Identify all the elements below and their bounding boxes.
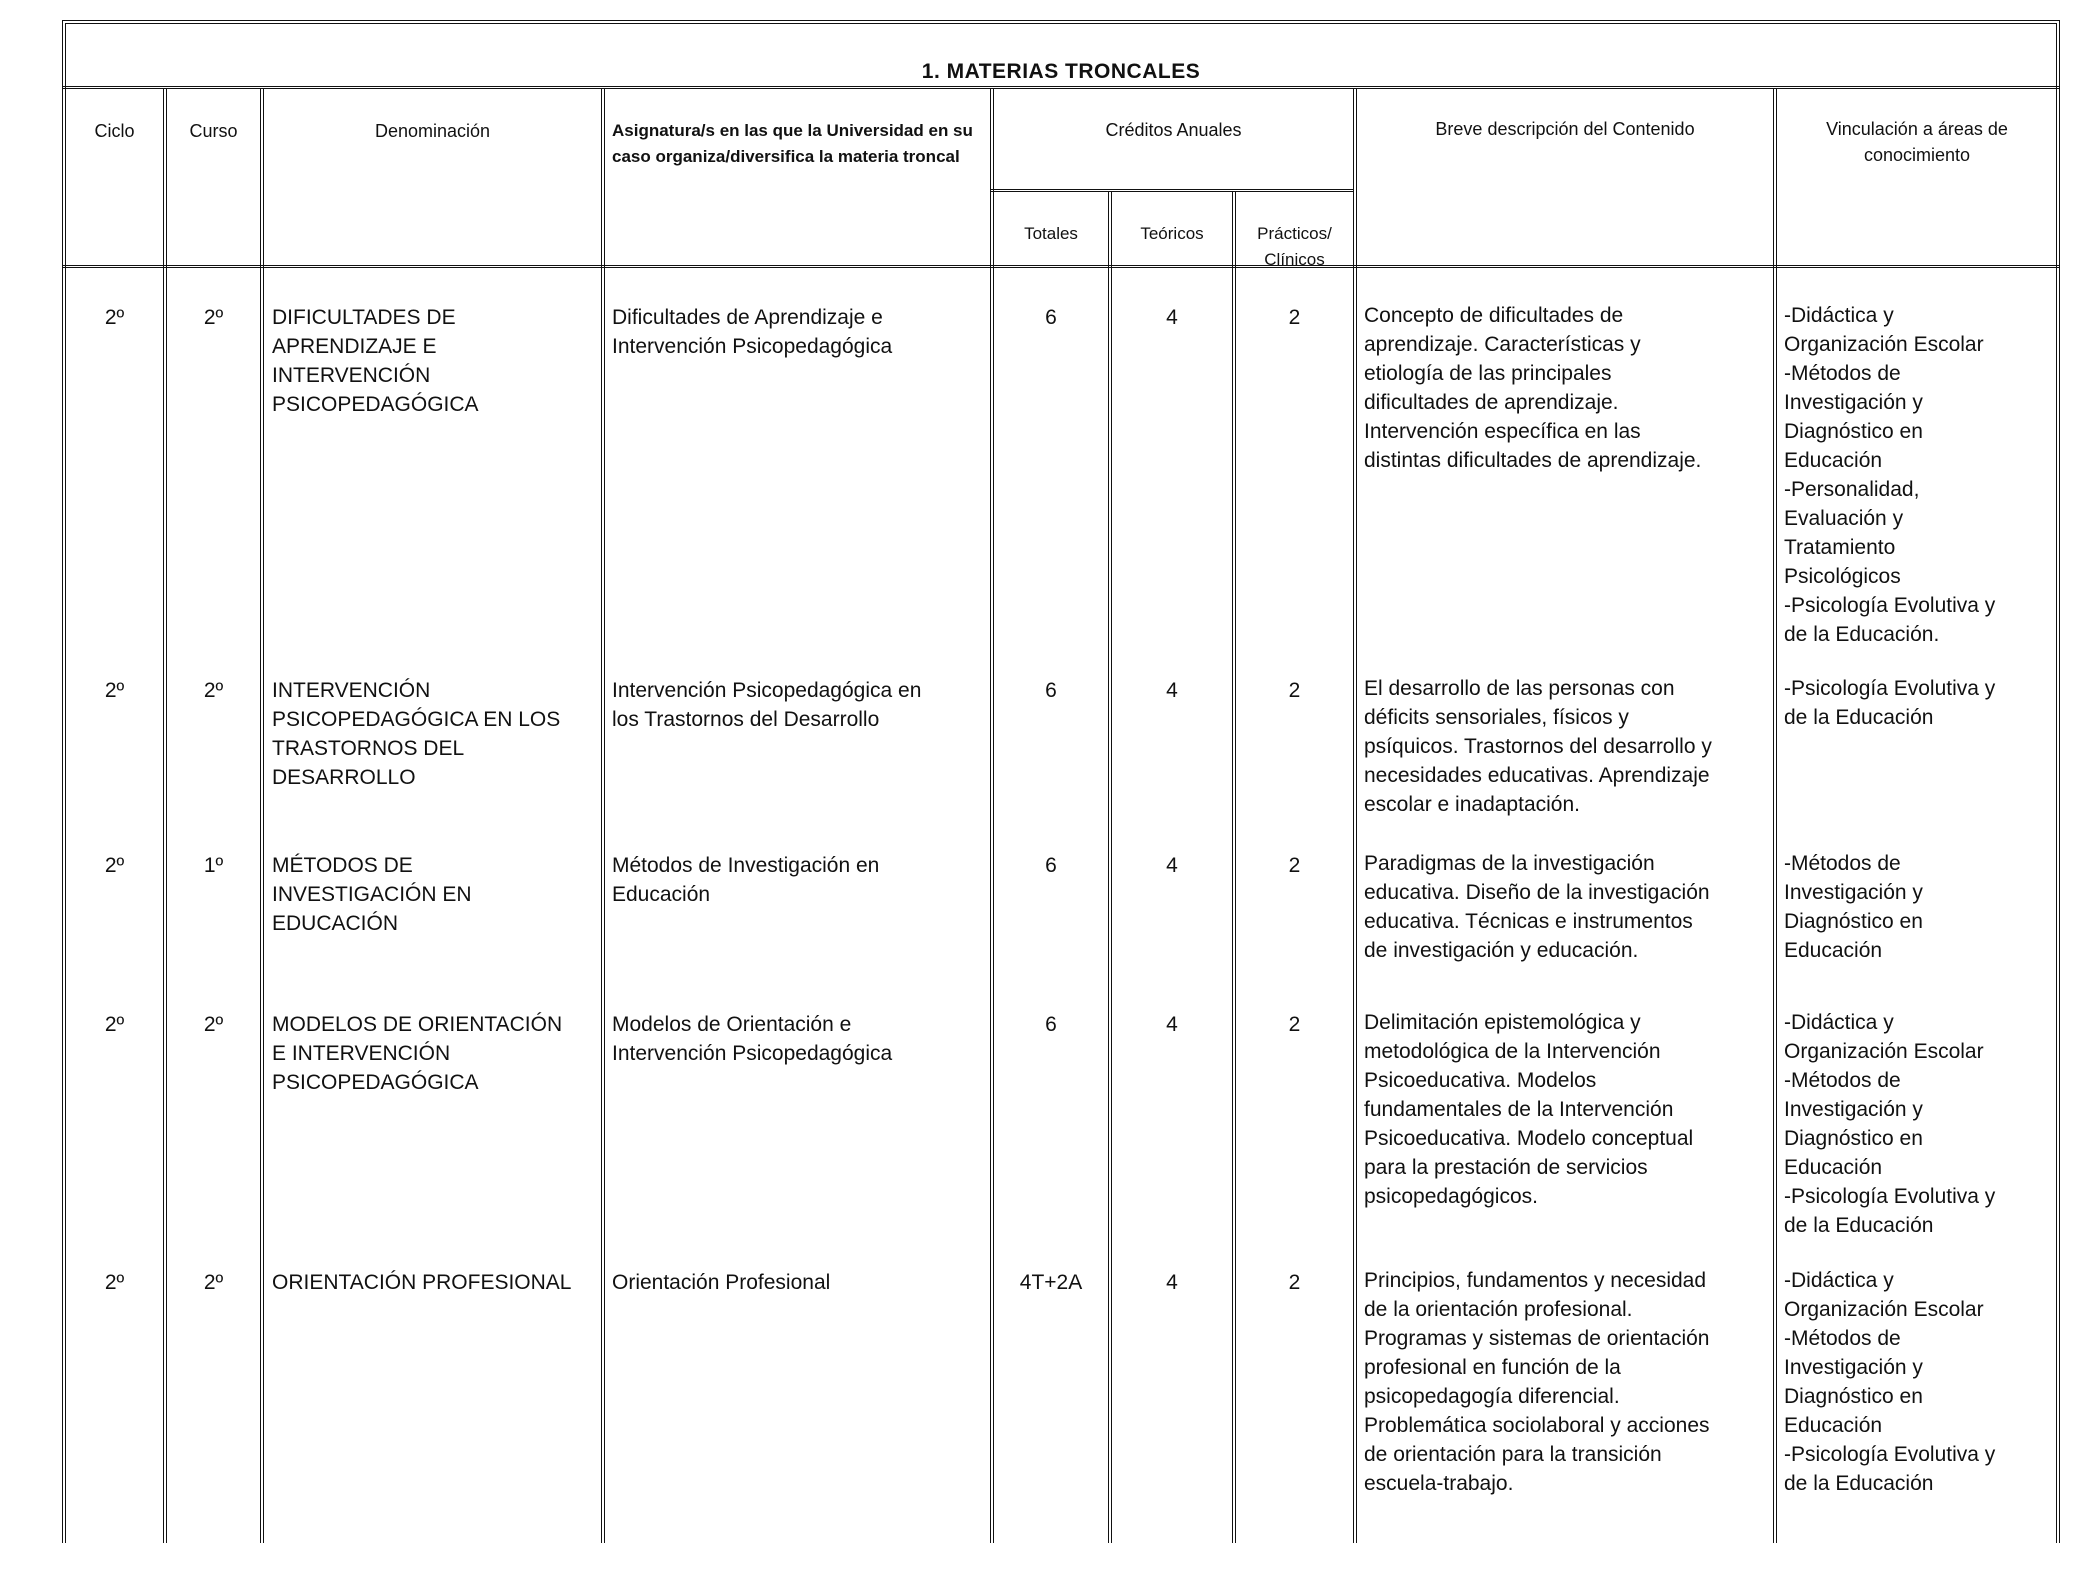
header-asignatura: Asignatura/s en las que la Universidad en su caso organiza/diversifica la materia troncal [612, 121, 973, 166]
row5-curso: 2º [203, 1271, 224, 1294]
row1-practicos: 2 [1288, 306, 1301, 329]
row4-denominacion: MODELOS DE ORIENTACIÓN E INTERVENCIÓN PSICOPEDAGÓGICA [272, 1013, 563, 1094]
row3-ciclo: 2º [104, 854, 125, 877]
row5-descripcion: Principios, fundamentos y necesidad de la orientación profesional. Programas y sistemas de orientación profesional en función de la psicopedagogía diferencial. Problemática sociolaboral y acciones de orientación para la transición escuela-trabajo. [1364, 1269, 1710, 1495]
row2-totales: 6 [1045, 679, 1057, 702]
row4-practicos: 2 [1288, 1013, 1301, 1036]
row1-vinculacion: -Didáctica y Organización Escolar -Métodos de Investigación y Diagnóstico en Educación -Personalidad, Evaluación y Tratamiento Psicológicos -Psicología Evolutiva y de la Educación. [1784, 304, 1996, 646]
header-vinculacion: Vinculación a áreas de conocimiento [1826, 119, 2008, 165]
row1-denominacion: DIFICULTADES DE APRENDIZAJE E INTERVENCIÓN PSICOPEDAGÓGICA [272, 306, 479, 416]
row1-teoricos: 4 [1166, 306, 1178, 329]
row3-asignatura: Métodos de Investigación en Educación [612, 854, 880, 906]
col-divider-7 [1353, 88, 1357, 1543]
row2-denominacion: INTERVENCIÓN PSICOPEDAGÓGICA EN LOS TRASTORNOS DEL DESARROLLO [272, 679, 561, 789]
row5-totales: 4T+2A [1019, 1271, 1083, 1294]
row2-teoricos: 4 [1166, 679, 1178, 702]
title-separator [62, 86, 2060, 89]
table-title: 1. MATERIAS TRONCALES [921, 60, 1201, 83]
row4-ciclo: 2º [104, 1013, 125, 1036]
header-creditos: Créditos Anuales [1105, 120, 1242, 140]
row2-practicos: 2 [1288, 679, 1301, 702]
row3-totales: 6 [1045, 854, 1057, 877]
col-divider-3 [601, 88, 605, 1543]
row1-asignatura: Dificultades de Aprendizaje e Intervención Psicopedagógica [612, 306, 893, 358]
col-divider-2 [260, 88, 264, 1543]
header-teoricos: Teóricos [1140, 224, 1204, 243]
row2-vinculacion: -Psicología Evolutiva y de la Educación [1784, 677, 1996, 729]
row4-totales: 6 [1045, 1013, 1057, 1036]
row2-curso: 2º [203, 679, 224, 702]
row5-asignatura: Orientación Profesional [612, 1271, 831, 1294]
row4-teoricos: 4 [1166, 1013, 1178, 1036]
header-ciclo: Ciclo [94, 121, 135, 141]
row2-ciclo: 2º [104, 679, 125, 702]
row1-ciclo: 2º [104, 306, 125, 329]
row5-ciclo: 2º [104, 1271, 125, 1294]
row4-curso: 2º [203, 1013, 224, 1036]
row3-practicos: 2 [1288, 854, 1301, 877]
row1-descripcion: Concepto de dificultades de aprendizaje. Características y etiología de las principales dificultades de aprendizaje. Intervención específica en las distintas dificultades de aprendizaje. [1364, 304, 1702, 472]
header-denominacion: Denominación [374, 121, 491, 141]
row3-curso: 1º [203, 854, 224, 877]
row5-denominacion: ORIENTACIÓN PROFESIONAL [272, 1271, 572, 1294]
row5-teoricos: 4 [1166, 1271, 1178, 1294]
row5-vinculacion: -Didáctica y Organización Escolar -Métodos de Investigación y Diagnóstico en Educación -Psicología Evolutiva y de la Educación [1784, 1269, 1996, 1495]
header-totales: Totales [1024, 224, 1078, 243]
row5-practicos: 2 [1288, 1271, 1301, 1294]
row3-descripcion: Paradigmas de la investigación educativa. Diseño de la investigación educativa. Técnicas e instrumentos de investigación y educación. [1364, 852, 1710, 962]
creditos-separator [990, 189, 1353, 192]
header-descripcion: Breve descripción del Contenido [1435, 119, 1695, 139]
row1-curso: 2º [203, 306, 224, 329]
row4-asignatura: Modelos de Orientación e Intervención Psicopedagógica [612, 1013, 893, 1065]
row3-denominacion: MÉTODOS DE INVESTIGACIÓN EN EDUCACIÓN [272, 854, 472, 935]
row3-teoricos: 4 [1166, 854, 1178, 877]
row2-asignatura: Intervención Psicopedagógica en los Trastornos del Desarrollo [612, 679, 922, 731]
row4-descripcion: Delimitación epistemológica y metodológica de la Intervención Psicoeducativa. Modelos fundamentales de la Intervención Psicoeducativa. Modelo conceptual para la prestación de servicios psicopedagógicos. [1364, 1011, 1694, 1208]
row3-vinculacion: -Métodos de Investigación y Diagnóstico en Educación [1784, 852, 1923, 962]
row1-totales: 6 [1045, 306, 1057, 329]
row2-descripcion: El desarrollo de las personas con déficits sensoriales, físicos y psíquicos. Trastornos del desarrollo y necesidades educativas. Aprendizaje escolar e inadaptación. [1364, 677, 1712, 816]
row4-vinculacion: -Didáctica y Organización Escolar -Métodos de Investigación y Diagnóstico en Educación -Psicología Evolutiva y de la Educación [1784, 1011, 1996, 1237]
header-curso: Curso [189, 121, 238, 141]
col-divider-8 [1773, 88, 1777, 1543]
header-separator [62, 265, 2060, 268]
header-practicos: Prácticos/ Clínicos [1257, 224, 1332, 269]
